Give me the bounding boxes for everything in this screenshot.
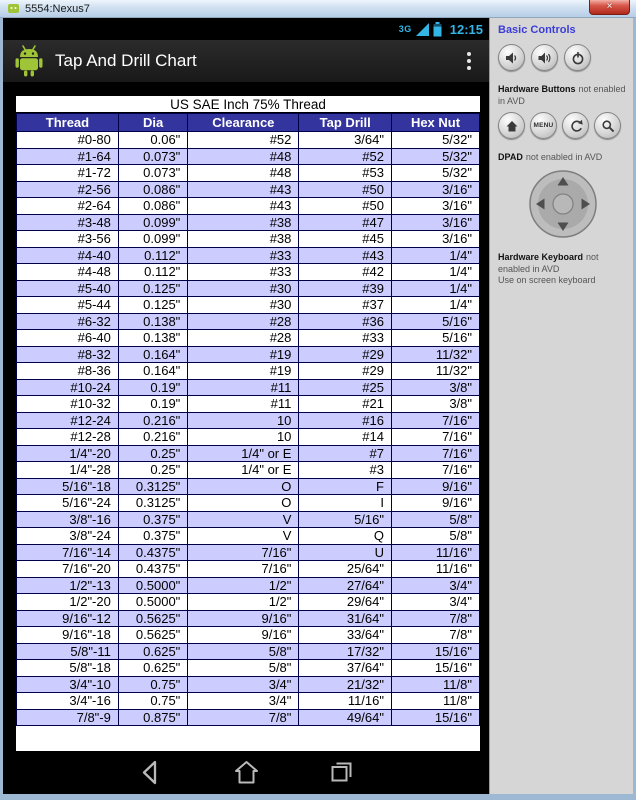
table-cell: 33/64" <box>299 627 392 644</box>
table-cell: 7/16" <box>392 445 480 462</box>
table-cell: 7/8" <box>392 627 480 644</box>
table-cell: #53 <box>299 165 392 182</box>
table-cell: I <box>299 495 392 512</box>
table-cell: 49/64" <box>299 709 392 726</box>
table-cell: 1/2" <box>188 577 299 594</box>
volume-down-button[interactable] <box>498 44 525 71</box>
table-cell: 0.75" <box>118 693 187 710</box>
table-cell: 0.086" <box>118 198 187 215</box>
table-row <box>17 610 480 627</box>
table-row <box>17 643 480 660</box>
table-cell: #11 <box>188 396 299 413</box>
table-cell: 0.112" <box>118 264 187 281</box>
table-cell: #3-48 <box>17 214 119 231</box>
table-cell: 0.216" <box>118 429 187 446</box>
window-frame <box>0 18 636 800</box>
table-row <box>17 198 480 215</box>
drill-chart-table[interactable] <box>14 94 482 751</box>
table-cell: 9/16"-12 <box>17 610 119 627</box>
table-cell: 11/16" <box>392 544 480 561</box>
table-row <box>17 330 480 347</box>
table-cell: 15/16" <box>392 643 480 660</box>
table-cell: 1/4" <box>392 264 480 281</box>
table-cell: 5/16"-18 <box>17 478 119 495</box>
table-cell: #25 <box>299 379 392 396</box>
table-cell: #30 <box>188 297 299 314</box>
table-cell: 0.112" <box>118 247 187 264</box>
table-cell: #30 <box>188 280 299 297</box>
table-row <box>17 627 480 644</box>
table-cell: #43 <box>188 198 299 215</box>
table-cell: #48 <box>188 165 299 182</box>
col-header-tapdrill: Tap Drill <box>299 114 392 132</box>
table-cell: 7/16" <box>188 561 299 578</box>
table-cell: #7 <box>299 445 392 462</box>
table-cell: 0.3125" <box>118 495 187 512</box>
window-titlebar[interactable] <box>0 0 636 18</box>
table-cell: 5/16" <box>299 511 392 528</box>
table-cell: 17/32" <box>299 643 392 660</box>
table-cell: #29 <box>299 363 392 380</box>
table-cell: 3/8"-16 <box>17 511 119 528</box>
table-cell: 7/16" <box>392 412 480 429</box>
col-header-dia: Dia <box>118 114 187 132</box>
table-cell: 0.5000" <box>118 577 187 594</box>
table-cell: 27/64" <box>299 577 392 594</box>
table-row <box>17 693 480 710</box>
table-cell: #0-80 <box>17 132 119 149</box>
table-cell: 5/16" <box>392 313 480 330</box>
home-button[interactable] <box>233 759 260 786</box>
menu-hw-button[interactable]: MENU <box>530 112 557 139</box>
basic-controls-heading: Basic Controls <box>498 24 576 36</box>
table-cell: 0.073" <box>118 148 187 165</box>
table-row <box>17 247 480 264</box>
table-cell: #5-40 <box>17 280 119 297</box>
signal-strength-icon <box>416 23 429 36</box>
table-cell: #6-40 <box>17 330 119 347</box>
table-cell: 7/16"-20 <box>17 561 119 578</box>
table-cell: #5-44 <box>17 297 119 314</box>
table-cell: #2-64 <box>17 198 119 215</box>
recents-button[interactable] <box>328 759 355 786</box>
table-cell: 3/4"-16 <box>17 693 119 710</box>
table-row <box>17 363 480 380</box>
table-cell: #50 <box>299 181 392 198</box>
table-cell: V <box>188 528 299 545</box>
table-cell: #11 <box>188 379 299 396</box>
table-cell: 0.125" <box>118 297 187 314</box>
col-header-clearance: Clearance <box>188 114 299 132</box>
table-cell: #38 <box>188 214 299 231</box>
table-cell: 3/4" <box>188 693 299 710</box>
table-cell: 31/64" <box>299 610 392 627</box>
status-clock: 12:15 <box>449 21 483 37</box>
table-cell: 9/16"-18 <box>17 627 119 644</box>
table-cell: 0.75" <box>118 676 187 693</box>
table-cell: 9/16" <box>188 627 299 644</box>
table-cell: 29/64" <box>299 594 392 611</box>
table-row <box>17 412 480 429</box>
table-cell: 11/8" <box>392 693 480 710</box>
table-cell: #29 <box>299 346 392 363</box>
table-cell: O <box>188 495 299 512</box>
table-cell: 0.19" <box>118 396 187 413</box>
table-cell: #2-56 <box>17 181 119 198</box>
navigation-bar <box>3 751 489 794</box>
table-row <box>17 577 480 594</box>
window-title: 5554:Nexus7 <box>25 2 90 15</box>
table-cell: 5/16"-24 <box>17 495 119 512</box>
table-cell: #37 <box>299 297 392 314</box>
table-cell: 5/8" <box>188 660 299 677</box>
tap-drill-table <box>16 113 480 726</box>
table-row <box>17 462 480 479</box>
table-row <box>17 132 480 149</box>
table-cell: 0.625" <box>118 660 187 677</box>
hardware-buttons-label: Hardware Buttons not enabled in AVD <box>498 84 626 106</box>
table-cell: 0.06" <box>118 132 187 149</box>
table-cell: #28 <box>188 313 299 330</box>
table-cell: 15/16" <box>392 709 480 726</box>
dpad-control[interactable] <box>528 169 598 239</box>
table-row <box>17 165 480 182</box>
table-cell: 3/8"-24 <box>17 528 119 545</box>
table-cell: #12-28 <box>17 429 119 446</box>
table-cell: #21 <box>299 396 392 413</box>
table-cell: 3/8" <box>392 379 480 396</box>
table-cell: 5/8"-11 <box>17 643 119 660</box>
table-cell: 0.25" <box>118 462 187 479</box>
table-cell: #12-24 <box>17 412 119 429</box>
table-row <box>17 264 480 281</box>
table-cell: 1/2" <box>188 594 299 611</box>
table-row <box>17 511 480 528</box>
table-cell: 25/64" <box>299 561 392 578</box>
volume-up-button[interactable] <box>531 44 558 71</box>
table-row <box>17 429 480 446</box>
table-cell: #3 <box>299 462 392 479</box>
table-cell: 1/2"-20 <box>17 594 119 611</box>
table-row <box>17 660 480 677</box>
table-cell: 3/16" <box>392 231 480 248</box>
table-cell: 0.164" <box>118 346 187 363</box>
table-cell: #4-48 <box>17 264 119 281</box>
table-cell: #43 <box>188 181 299 198</box>
table-cell: 7/16" <box>188 544 299 561</box>
table-cell: 0.25" <box>118 445 187 462</box>
table-row <box>17 231 480 248</box>
table-cell: #33 <box>188 264 299 281</box>
table-cell: 21/32" <box>299 676 392 693</box>
network-type-icon: 3G <box>398 24 412 34</box>
back-arrow-icon <box>569 119 583 133</box>
table-cell: #1-64 <box>17 148 119 165</box>
table-cell: 0.086" <box>118 181 187 198</box>
table-cell: #19 <box>188 346 299 363</box>
table-cell: 5/32" <box>392 132 480 149</box>
table-cell: #14 <box>299 429 392 446</box>
col-header-thread: Thread <box>17 114 119 132</box>
table-cell: 1/2"-13 <box>17 577 119 594</box>
table-cell: 0.138" <box>118 313 187 330</box>
table-cell: 0.625" <box>118 643 187 660</box>
back-button[interactable] <box>138 759 165 786</box>
table-cell: 5/16" <box>392 330 480 347</box>
drill-table-body <box>17 132 480 726</box>
table-cell: 5/32" <box>392 148 480 165</box>
volume-up-icon <box>538 51 552 65</box>
table-cell: 0.073" <box>118 165 187 182</box>
table-cell: #52 <box>188 132 299 149</box>
table-cell: 0.5625" <box>118 610 187 627</box>
table-cell: #38 <box>188 231 299 248</box>
table-cell: 0.099" <box>118 231 187 248</box>
table-row <box>17 181 480 198</box>
table-cell: 0.375" <box>118 528 187 545</box>
table-cell: 0.19" <box>118 379 187 396</box>
table-cell: 0.4375" <box>118 544 187 561</box>
app-icon <box>13 44 45 78</box>
table-cell: #48 <box>188 148 299 165</box>
table-cell: 0.164" <box>118 363 187 380</box>
table-cell: 9/16" <box>392 478 480 495</box>
table-row <box>17 396 480 413</box>
table-cell: 0.5000" <box>118 594 187 611</box>
table-cell: #19 <box>188 363 299 380</box>
back-hw-button[interactable] <box>562 112 589 139</box>
table-row <box>17 528 480 545</box>
dpad-label: DPAD not enabled in AVD <box>498 152 603 163</box>
table-row <box>17 313 480 330</box>
table-row <box>17 594 480 611</box>
table-cell: V <box>188 511 299 528</box>
table-cell: 5/32" <box>392 165 480 182</box>
table-cell: #39 <box>299 280 392 297</box>
table-cell: 7/16" <box>392 429 480 446</box>
table-cell: U <box>299 544 392 561</box>
table-cell: 5/8"-18 <box>17 660 119 677</box>
table-cell: 1/4" or E <box>188 445 299 462</box>
emulator-sidebar <box>489 18 633 794</box>
table-row <box>17 676 480 693</box>
power-button[interactable] <box>564 44 591 71</box>
table-cell: 7/8" <box>392 610 480 627</box>
table-cell: 3/4" <box>188 676 299 693</box>
table-cell: 37/64" <box>299 660 392 677</box>
table-cell: #3-56 <box>17 231 119 248</box>
table-cell: 7/8"-9 <box>17 709 119 726</box>
table-row <box>17 445 480 462</box>
table-cell: 0.125" <box>118 280 187 297</box>
table-cell: #10-32 <box>17 396 119 413</box>
table-row <box>17 297 480 314</box>
table-cell: #1-72 <box>17 165 119 182</box>
table-row <box>17 561 480 578</box>
table-cell: #52 <box>299 148 392 165</box>
table-cell: 5/8" <box>392 511 480 528</box>
table-cell: 11/16" <box>392 561 480 578</box>
table-row <box>17 495 480 512</box>
table-row <box>17 379 480 396</box>
table-cell: 0.216" <box>118 412 187 429</box>
table-cell: 7/8" <box>188 709 299 726</box>
table-cell: #42 <box>299 264 392 281</box>
table-cell: 0.138" <box>118 330 187 347</box>
table-cell: 9/16" <box>392 495 480 512</box>
table-cell: 1/4" <box>392 247 480 264</box>
table-cell: 3/4" <box>392 577 480 594</box>
table-row <box>17 148 480 165</box>
table-cell: 10 <box>188 412 299 429</box>
table-cell: #4-40 <box>17 247 119 264</box>
table-cell: 0.375" <box>118 511 187 528</box>
table-cell: 3/16" <box>392 214 480 231</box>
table-cell: #28 <box>188 330 299 347</box>
table-cell: O <box>188 478 299 495</box>
table-row <box>17 214 480 231</box>
table-cell: #6-32 <box>17 313 119 330</box>
table-cell: 3/4" <box>392 594 480 611</box>
table-cell: 0.5625" <box>118 627 187 644</box>
table-cell: #47 <box>299 214 392 231</box>
close-button[interactable]: × <box>589 0 630 15</box>
device-screen <box>3 18 489 794</box>
hardware-keyboard-label: Hardware Keyboard not enabled in AVD Use on screen keyboard <box>498 252 599 286</box>
home-hw-button[interactable] <box>498 112 525 139</box>
table-cell: #36 <box>299 313 392 330</box>
table-cell: #10-24 <box>17 379 119 396</box>
table-cell: #33 <box>299 330 392 347</box>
table-cell: #45 <box>299 231 392 248</box>
table-title: US SAE Inch 75% Thread <box>16 96 480 113</box>
power-icon <box>571 51 585 65</box>
volume-down-icon <box>505 51 519 65</box>
table-cell: 10 <box>188 429 299 446</box>
table-row <box>17 709 480 726</box>
search-icon <box>601 119 615 133</box>
table-cell: 7/16"-14 <box>17 544 119 561</box>
status-bar <box>3 18 489 40</box>
overflow-menu-button[interactable] <box>459 48 479 74</box>
table-cell: 1/4" <box>392 297 480 314</box>
table-cell: 5/8" <box>392 528 480 545</box>
table-cell: 11/32" <box>392 346 480 363</box>
table-cell: 11/16" <box>299 693 392 710</box>
table-row <box>17 478 480 495</box>
table-cell: #50 <box>299 198 392 215</box>
table-cell: 0.3125" <box>118 478 187 495</box>
table-cell: 11/8" <box>392 676 480 693</box>
table-cell: 1/4" or E <box>188 462 299 479</box>
table-cell: 1/4"-20 <box>17 445 119 462</box>
table-cell: #8-36 <box>17 363 119 380</box>
table-cell: #43 <box>299 247 392 264</box>
table-row <box>17 346 480 363</box>
table-cell: 15/16" <box>392 660 480 677</box>
table-cell: F <box>299 478 392 495</box>
table-cell: #16 <box>299 412 392 429</box>
table-cell: 1/4" <box>392 280 480 297</box>
table-cell: 3/16" <box>392 198 480 215</box>
table-cell: 11/32" <box>392 363 480 380</box>
table-cell: 3/16" <box>392 181 480 198</box>
search-hw-button[interactable] <box>594 112 621 139</box>
table-cell: 3/8" <box>392 396 480 413</box>
table-cell: 1/4"-28 <box>17 462 119 479</box>
table-cell: 7/16" <box>392 462 480 479</box>
table-row <box>17 544 480 561</box>
action-bar <box>3 40 489 82</box>
table-cell: 3/4"-10 <box>17 676 119 693</box>
table-cell: 0.875" <box>118 709 187 726</box>
table-cell: 5/8" <box>188 643 299 660</box>
table-cell: 3/64" <box>299 132 392 149</box>
table-cell: 0.099" <box>118 214 187 231</box>
window-icon <box>7 2 20 15</box>
table-row <box>17 280 480 297</box>
table-header <box>17 114 480 132</box>
home-icon <box>505 119 519 133</box>
battery-icon <box>433 22 442 37</box>
table-cell: #8-32 <box>17 346 119 363</box>
app-title: Tap And Drill Chart <box>55 51 197 70</box>
table-cell: Q <box>299 528 392 545</box>
table-cell: #33 <box>188 247 299 264</box>
table-cell: 0.4375" <box>118 561 187 578</box>
table-cell: 9/16" <box>188 610 299 627</box>
col-header-hexnut: Hex Nut <box>392 114 480 132</box>
